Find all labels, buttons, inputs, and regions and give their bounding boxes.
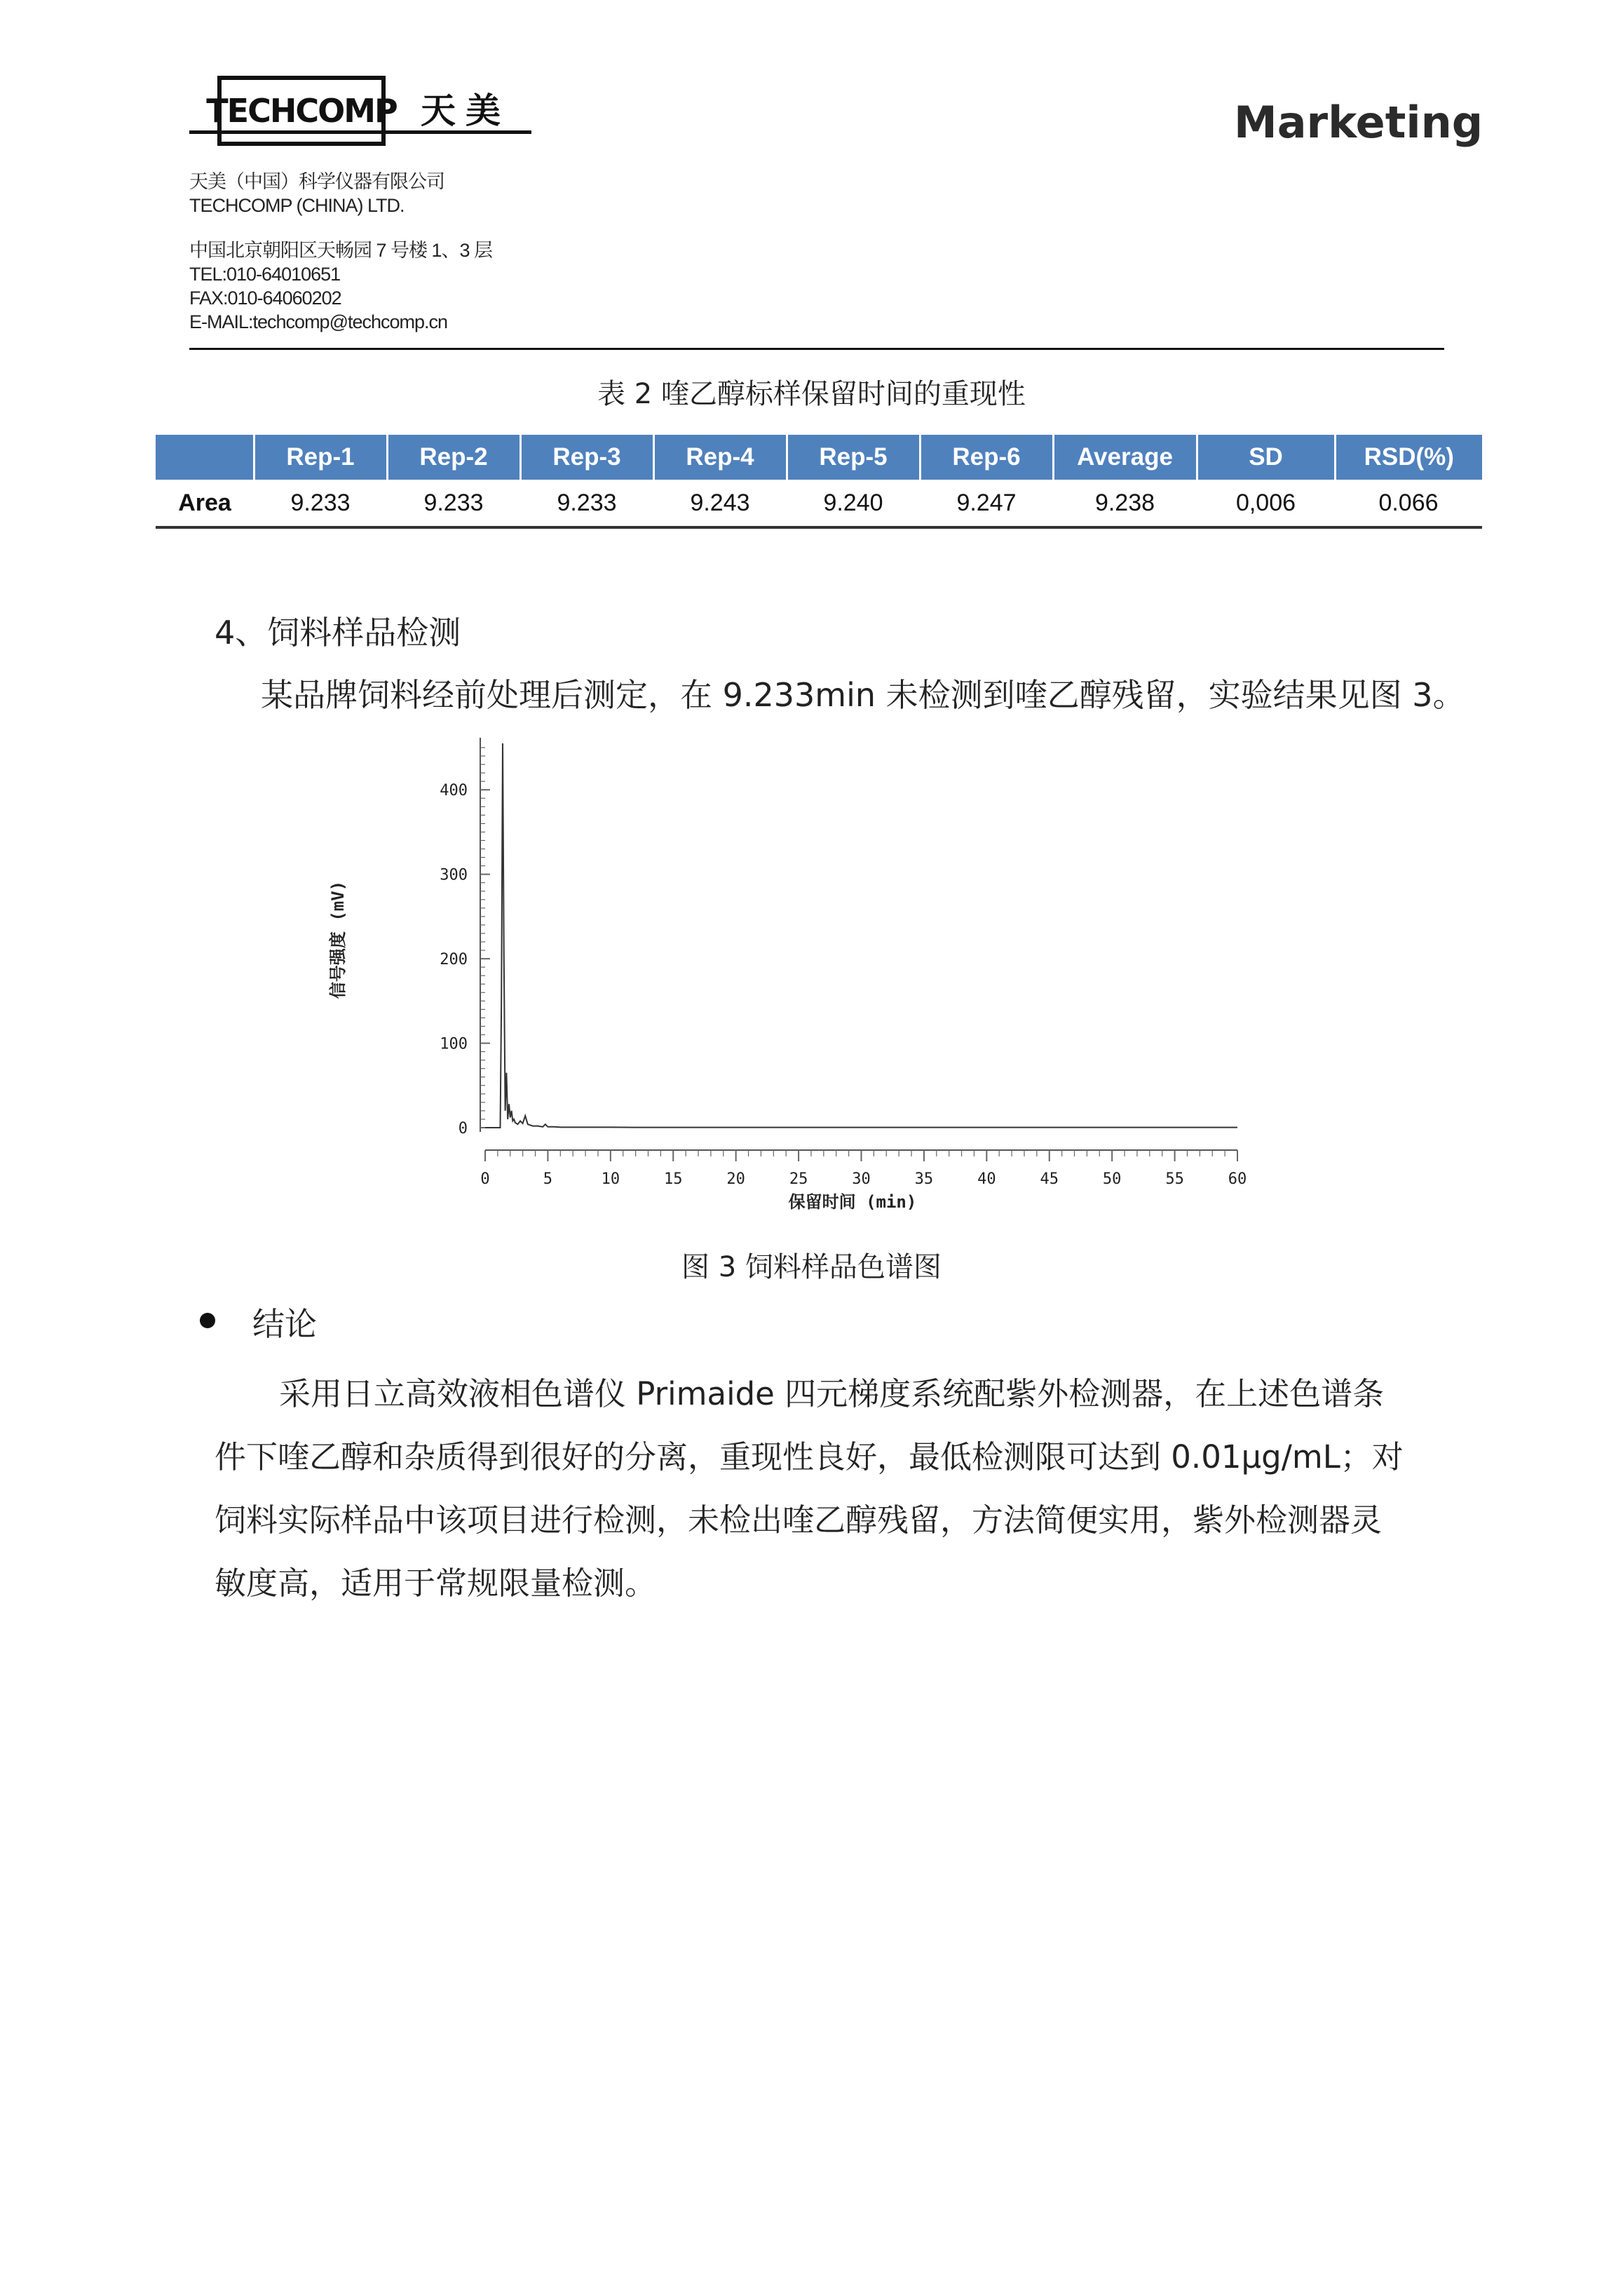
x-tick-label: 5	[543, 1170, 553, 1188]
x-tick-label: 30	[852, 1170, 871, 1188]
table-header-cell: Rep-6	[920, 435, 1053, 480]
conclusion-line: 饲料实际样品中该项目进行检测，未检出喹乙醇残留，方法简便实用，紫外检测器灵	[215, 1501, 1383, 1539]
table-header-cell: RSD(%)	[1335, 435, 1482, 480]
section-4-text: 某品牌饲料经前处理后测定，在 9.233min 未检测到喹乙醇残留，实验结果见图 3。	[261, 676, 1465, 714]
x-tick-label: 60	[1228, 1170, 1247, 1188]
marketing-label: Marketing	[1234, 97, 1483, 148]
x-tick-label: 55	[1165, 1170, 1184, 1188]
chromatogram-chart	[322, 729, 1255, 1220]
logo-chinese-name: 天美	[421, 90, 510, 131]
figure-caption: 图 3 饲料样品色谱图	[681, 1251, 942, 1283]
y-tick-label: 200	[440, 951, 468, 969]
table-cell: 9.247	[920, 480, 1053, 527]
bullet-icon	[200, 1313, 215, 1328]
header-divider	[189, 348, 1444, 350]
conclusion-title: 结论	[252, 1305, 317, 1343]
table-cell: 9.240	[787, 480, 920, 527]
table-caption: 表 2 喹乙醇标样保留时间的重现性	[597, 378, 1026, 410]
table-header-cell: SD	[1197, 435, 1335, 480]
table-cell: 9.243	[653, 480, 787, 527]
company-info	[189, 170, 492, 334]
table-header-cell: Average	[1053, 435, 1197, 480]
company-name-cn: 天美（中国）科学仪器有限公司	[189, 171, 444, 192]
x-tick-label: 40	[977, 1170, 996, 1188]
conclusion-line: 敏度高，适用于常规限量检测。	[215, 1565, 657, 1602]
conclusion-body	[215, 1363, 1448, 1615]
y-tick-label: 300	[440, 866, 468, 884]
company-email: E-MAIL:techcomp@techcomp.cn	[189, 311, 448, 332]
table-cell: 9.238	[1053, 480, 1197, 527]
table-header-cell: Rep-2	[387, 435, 520, 480]
table-cell: 9.233	[520, 480, 653, 527]
table-cell: 0.066	[1335, 480, 1482, 527]
chart-axes	[480, 738, 1237, 1150]
table-row	[156, 480, 1482, 527]
company-name-en: TECHCOMP (CHINA) LTD.	[189, 195, 405, 216]
y-axis-label: 信号强度 (mV)	[328, 880, 348, 999]
logo-text: TECHCOMP	[206, 92, 397, 130]
x-axis-label: 保留时间 (min)	[788, 1192, 917, 1212]
x-tick-label: 45	[1040, 1170, 1059, 1188]
table-cell: 0,006	[1197, 480, 1335, 527]
table-cell: 9.233	[254, 480, 387, 527]
x-tick-label: 35	[914, 1170, 934, 1188]
table-header-cell: Rep-1	[254, 435, 387, 480]
reproducibility-table	[156, 435, 1482, 529]
x-tick-label: 15	[664, 1170, 683, 1188]
table-header-cell: Rep-5	[787, 435, 920, 480]
section-4-title: 4、饲料样品检测	[215, 614, 461, 651]
y-tick-label: 100	[440, 1035, 468, 1053]
table-header-row	[156, 435, 1482, 480]
company-address: 中国北京朝阳区天畅园 7 号楼 1、3 层	[189, 240, 493, 261]
techcomp-logo	[189, 76, 531, 149]
table-row-label: Area	[156, 480, 254, 527]
table-header-cell: Rep-4	[653, 435, 787, 480]
y-tick-label: 0	[458, 1120, 468, 1137]
table-header-cell: Rep-3	[520, 435, 653, 480]
table-cell: 9.233	[387, 480, 520, 527]
chart-plot-area	[485, 743, 1237, 1128]
company-tel: TEL:010-64010651	[189, 264, 341, 285]
x-tick-label: 0	[480, 1170, 490, 1188]
x-tick-label: 10	[601, 1170, 620, 1188]
x-tick-label: 20	[726, 1170, 745, 1188]
x-tick-label: 25	[789, 1170, 808, 1188]
chart-ticks	[440, 748, 1247, 1188]
table-header-cell	[156, 435, 254, 480]
y-tick-label: 400	[440, 782, 468, 800]
conclusion-line: 件下喹乙醇和杂质得到很好的分离，重现性良好，最低检测限可达到 0.01μg/mL；对	[215, 1438, 1404, 1475]
conclusion-line: 采用日立高效液相色谱仪 Primaide 四元梯度系统配紫外检测器，在上述色谱条	[279, 1375, 1385, 1412]
company-fax: FAX:010-64060202	[189, 288, 341, 309]
logo-box	[206, 76, 397, 146]
x-tick-label: 50	[1102, 1170, 1122, 1188]
chromatogram-trace	[485, 743, 1237, 1128]
